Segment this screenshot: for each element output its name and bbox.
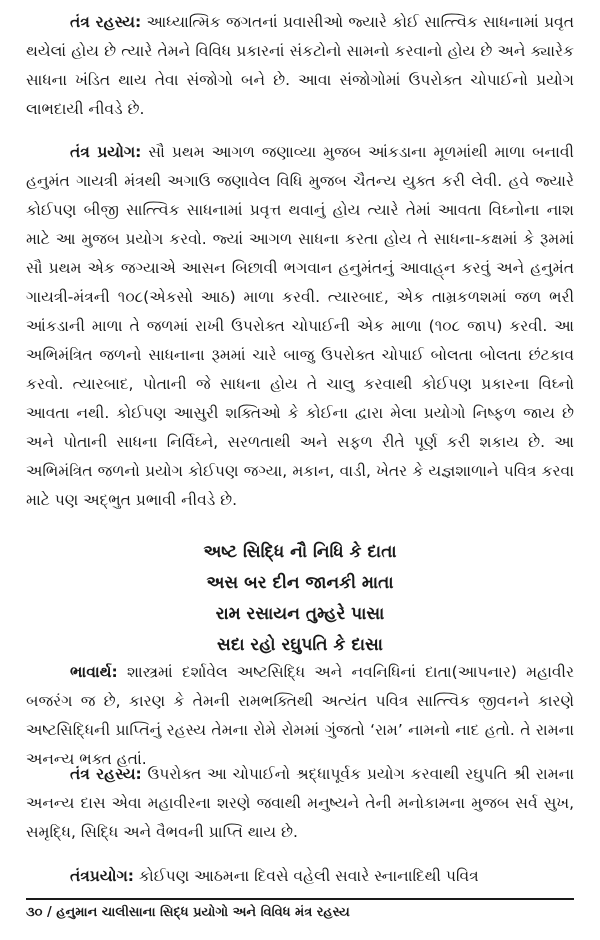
paragraph-text: શાસ્ત્રમાં દર્શાવેલ અષ્ટસિદ્ધિ અને નવનિધિનાં દાતા(આપનાર) મહાવીર બજરંગ જ છે, કારણ કે તેમની રામભક્તિથી અત્યંત પવિત્ર સાત્ત્વિક જીવનને કારણે અષ્ટસિદ્ધિની પ્રાપ્તિનું રહસ્ય તેમના રોમે રોમમાં ગુંજતો ‘રામ’ નામનો નાદ હતો. તે રામના અનન્ય ભક્ત હતાં.	[26, 663, 574, 768]
verse-line: સદા રહો રઘુપતિ કે દાસા	[217, 635, 383, 655]
paragraph-text: સૌ પ્રથમ આગળ જણાવ્યા મુજબ આંકડાના મૂળમાંથી માળા બનાવી હનુમંત ગાયત્રી મંત્રથી અગાઉ જણાવેલ વિધિ મુજબ ચૈતન્ય યુક્ત કરી લેવી. હવે જ્યારે કોઈપણ બીજી સાત્ત્વિક સાધનામાં પ્રવૃત્ત થવાનું હોય ત્યારે તેમાં આવતા વિઘ્નોના નાશ માટે આ મુજબ પ્રયોગ કરવો. જ્યાં આગળ સાધના કરતા હોય તે સાધના-કક્ષમાં કે રૂમમાં સૌ પ્રથમ એક જગ્યાએ આસન બિછાવી ભગવાન હનુમંતનું આવાહ્‌ન કરવું અને હનુમંત ગાયત્રી-મંત્રની ૧૦૮(એકસો આઠ) માળા કરવી. ત્યારબાદ, એક તામ્રકળશમાં જળ ભરી આંકડાની માળા તે જળમાં રાખી ઉપરોક્ત ચોપાઈની એક માળા (૧૦૮ જાપ) કરવી. આ અભિમંત્રિત જળનો સાધનાના રૂમમાં ચારે બાજુ ઉપરોક્ત ચોપાઈ બોલતા બોલતા છંટકાવ કરવો. ત્યારબાદ, પોતાની જે સાધના હોય તે ચાલુ કરવાથી કોઈપણ પ્રકારના વિઘ્નો આવતા નથી. કોઈપણ આસુરી શક્તિઓ કે કોઈના દ્વારા મેલા પ્રયોગો નિષ્ફળ જાય છે અને પોતાની સાધના નિર્વિઘ્ને, સરળતાથી અને સફળ રીતે પૂર્ણ કરી શકાય છે. આ અભિમંત્રિત જળનો પ્રયોગ કોઈપણ જગ્યા, મકાન, વાડી, ખેતર કે યજ્ઞશાળાને પવિત્ર કરવા માટે પણ અદ્‌ભુત પ્રભાવી નીવડે છે.	[26, 143, 574, 509]
paragraph-tantra-prayog-1	[26, 138, 574, 515]
paragraph-heading: તંત્રપ્રયોગ:	[70, 867, 134, 885]
verse-line: અષ્ટ સિદ્ધિ નૌ નિધિ કે દાતા	[203, 542, 397, 562]
paragraph-heading: તંત્ર રહસ્ય:	[70, 13, 142, 31]
paragraph-tantra-prayog-2	[26, 862, 574, 891]
paragraph-tantra-rahasya-1	[26, 8, 574, 124]
paragraph-text: ઉપરોક્ત આ ચોપાઈનો શ્રદ્ધાપૂર્વક પ્રયોગ કરવાથી રઘુપતિ શ્રી રામના અનન્ય દાસ એવા મહાવીરના શરણે જવાથી મનુષ્યને તેની મનોકામના મુજબ સર્વ સુખ, સમૃદ્ધિ, સિદ્ધિ અને વૈભવની પ્રાપ્તિ થાય છે.	[26, 765, 574, 841]
page-footer: ૩૦ / હનુમાન ચાલીસાના સિદ્ધ પ્રયોગો અને વિવિધ મંત્ર રહસ્ય	[26, 898, 574, 922]
verse-line: અસ બર દીન જાનકી માતા	[206, 573, 394, 593]
paragraph-heading: તંત્ર રહસ્ય:	[70, 765, 142, 783]
verse-line: રામ રસાયન તુમ્હરે પાસા	[215, 604, 385, 624]
paragraph-tantra-rahasya-2	[26, 760, 574, 847]
paragraph-heading: ભાવાર્થ:	[70, 663, 118, 681]
paragraph-bhavarth	[26, 658, 574, 774]
paragraph-heading: તંત્ર પ્રયોગ:	[70, 143, 142, 161]
chopai-verse	[0, 537, 600, 661]
paragraph-text: કોઈપણ આઠમના દિવસે વહેલી સવારે સ્નાનાદિથી પવિત્ર	[133, 867, 479, 885]
paragraph-text: આધ્યાત્મિક જગતનાં પ્રવાસીઓ જ્યારે કોઈ સાત્ત્વિક સાધનામાં પ્રવૃત થયેલાં હોય છે ત્યારે તેમને વિવિધ પ્રકારનાં સંકટોનો સામનો કરવાનો હોય છે અને ક્યારેક સાધના ખંડિત થાય તેવા સંજોગો બને છે. આવા સંજોગોમાં ઉપરોક્ત ચોપાઈનો પ્રયોગ લાભદાયી નીવડે છે.	[26, 13, 574, 118]
